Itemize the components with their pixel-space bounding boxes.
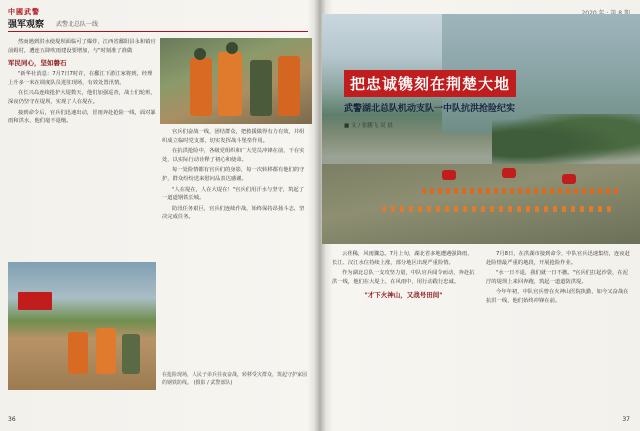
levee-embankment: [322, 164, 640, 244]
magazine-header: [8, 7, 308, 37]
masthead: 中國武警: [8, 8, 40, 16]
paragraph: 防汛任务艰巨，官兵们连续作战，始终保持昂扬斗志，坚决完成任务。: [162, 205, 305, 221]
photo-rescue-soldiers: [160, 38, 312, 124]
paragraph: "新华社消息：7月7日7时许，在鄱江下游江家将到，经理上升多一米在调度队员进驻现场，有效处置汛情。: [8, 71, 153, 86]
left-page: [0, 0, 318, 431]
article-byline: ■ 文 / 张鹏飞 吴 晨: [344, 123, 393, 129]
paragraph: 作为湖北总队一支攻坚力量，中队官兵闻令而动，奔赴抗洪一线，他们在大堤上，在风雨中，用行动践行忠诚。: [332, 270, 475, 285]
section-subhead: "才下火神山，又战号田间": [364, 291, 443, 300]
paragraph: 7月8日，在洪湖市接到命令，中队官兵迅速集结，连夜赶赴险情最严重的地段，开展抢险作业。: [486, 251, 630, 266]
left-text-column-1: [8, 38, 156, 258]
article-title: 把忠诚镌刻在荆楚大地: [344, 70, 516, 97]
right-text-column-1: [332, 250, 475, 410]
paragraph: 云荏稀，风雨骤急。7月上旬，湖北省多地遭遇强降雨，长江、汉江水位持续上涨，部分地区出现严重险情。: [332, 251, 473, 266]
paragraph: 在长兴岛连续抢护大堤数天，他们加强巡查，战士们轮班，深夜仍坚守在堤坝，实现了人在堤在。: [8, 90, 156, 105]
column-subtitle: 武警北总队一线: [56, 21, 99, 28]
paragraph: 每一处险情都有官兵们的身影，每一次转移都有他们的守护，群众纷纷送来慰问品表达感谢。: [162, 167, 305, 182]
page-number-left: 36: [8, 416, 16, 423]
paragraph: 官兵们奋战一线，团结群众，把救援做得有力有效，并组织成立临时党支部，切实发挥战斗堡垒作用。: [162, 129, 305, 144]
column-title: 强军观察: [8, 20, 45, 30]
photo-flood-levee: [8, 262, 156, 390]
photo-caption: 在抢险现场，人民子弟兵昼夜奋战，转移受灾群众，筑起守护家园的钢铁防线。 (摄影 / 武警部队): [162, 372, 308, 386]
paragraph: 然而遇到洪水使堤坝面临可了爆炸，江西省鄱阳县永和镇官前姆村，遭连五降吹雨建设要增加，与"时刻准了准做: [8, 39, 156, 54]
section-subhead: 军民同心，坚如磐石: [8, 59, 67, 68]
hero-photo-flood: [322, 14, 640, 244]
header-divider: [8, 31, 308, 32]
paragraph: 接到命令后，官兵们迅速出动，冒雨奔赴抢险一线，面对暴雨和洪水，他们毫不退缩。: [8, 109, 156, 125]
article-subtitle: 武警湖北总队机动支队一中队抗洪抢险纪实: [344, 104, 516, 114]
paragraph: 在抗洪抢险中，各级党组织和广大党员冲锋在前，干在实处，以实际行动诠释了初心和使命。: [162, 148, 305, 163]
right-page: [322, 0, 640, 431]
right-text-column-2: [486, 250, 632, 410]
paragraph: 今年年初，中队官兵曾在火神山医院执勤，如今又奋战在抗洪一线，他们始终冲锋在前。: [486, 289, 629, 304]
paragraph: "水一日不退，我们就一日不撤。"官兵们扛起沙袋，在泥泞的堤坝上来回奔跑，筑起一道道防洪堤。: [486, 270, 628, 285]
left-text-column-2: [162, 128, 308, 368]
article-title-block: [344, 70, 518, 129]
paragraph: "人在堤在，人在大堤在！"官兵们用汗水与坚守，筑起了一道道钢铁长城。: [162, 186, 304, 202]
page-number-right: 37: [622, 416, 630, 423]
